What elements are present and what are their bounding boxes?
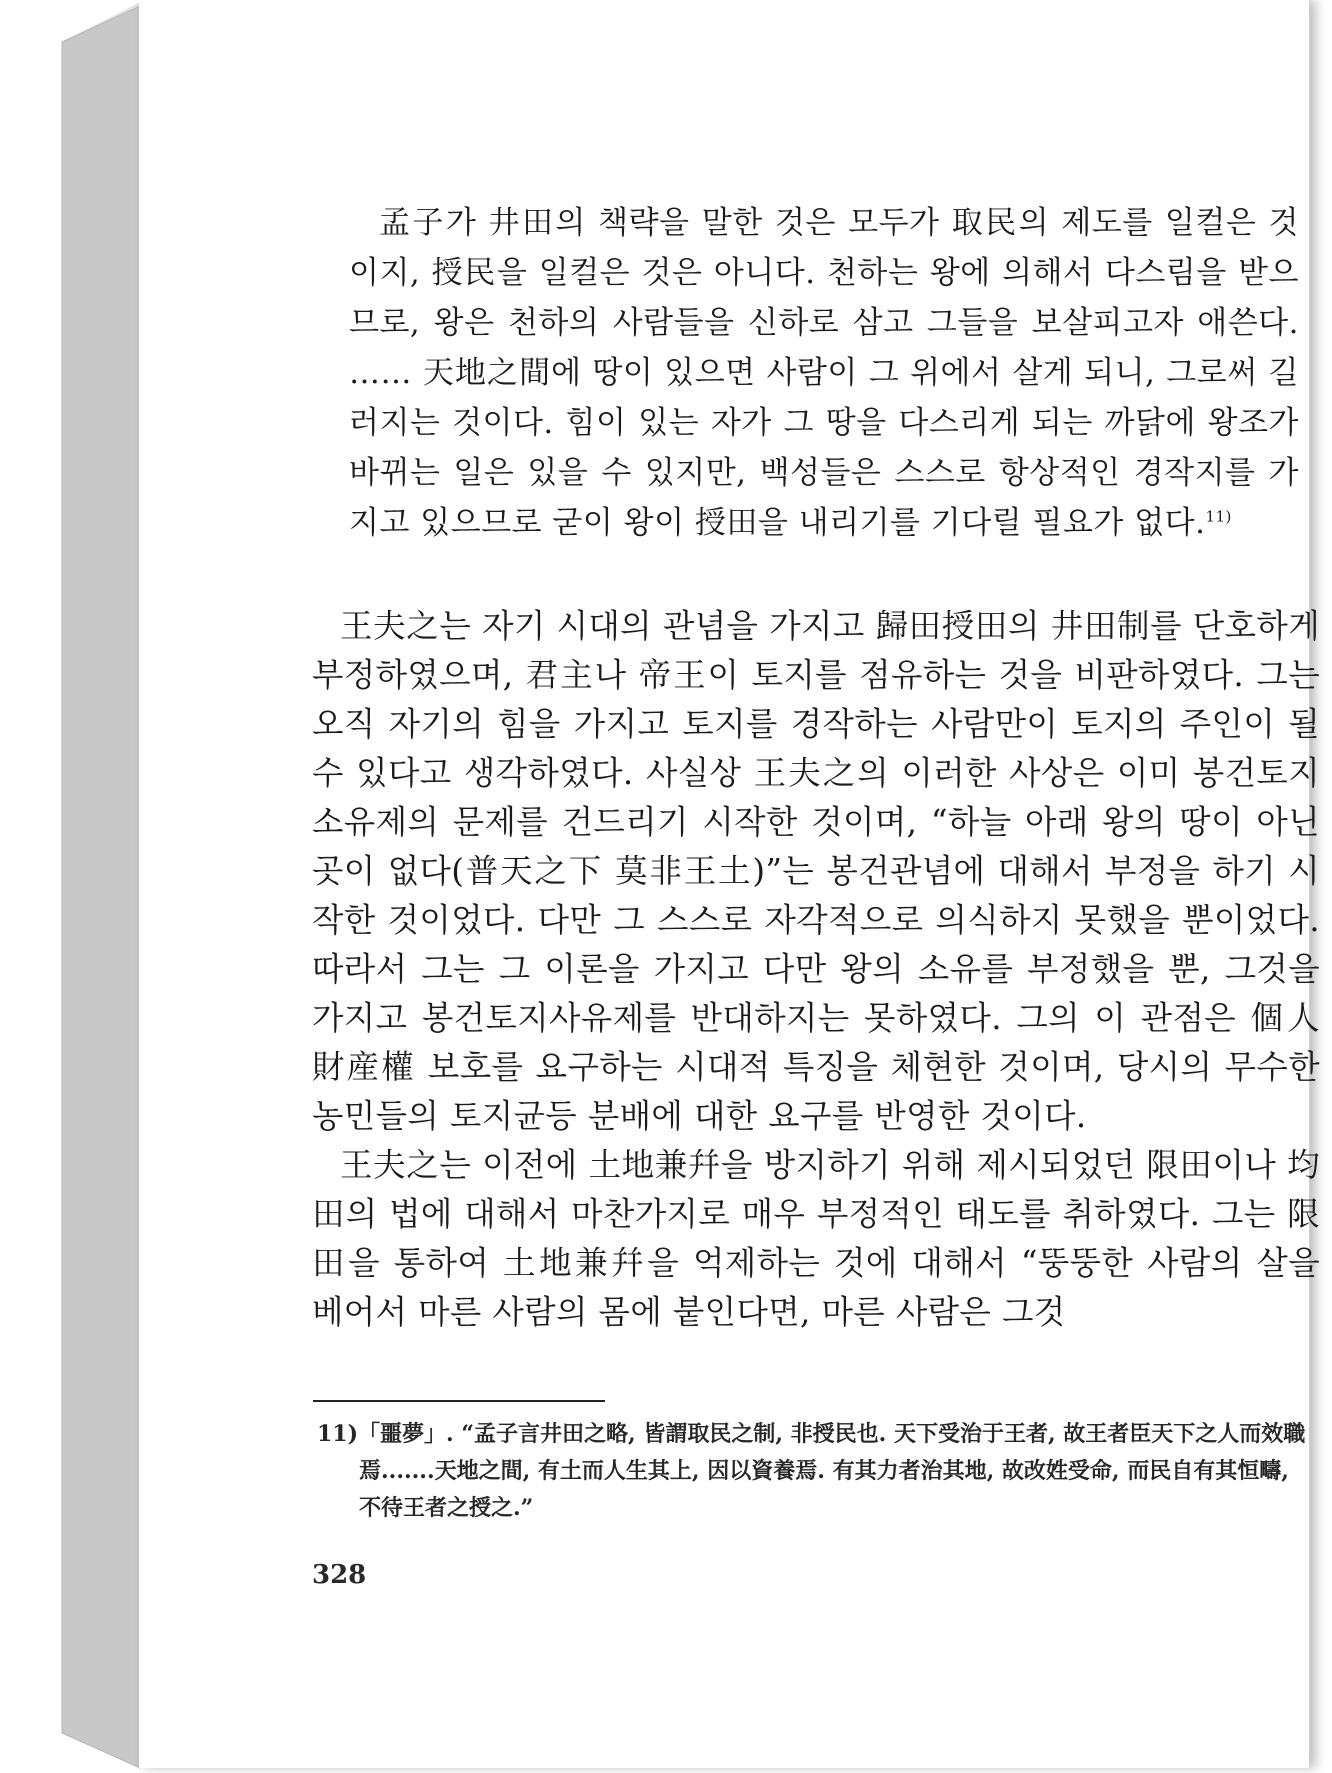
quote-text: 孟子가 井田의 책략을 말한 것은 모두가 取民의 제도를 일컬은 것이지, 授民을 일컬은 것은 아니다. 천하는 왕에 의해서 다스림을 받으므로, 왕은 천하의 사람들을 신하로 삼고 그들을 보살피고자 애쓴다. …… 天地之間에 땅이 있으면 사람이 그 위에서 살게 되니, 그로써 길러지는 것이다. 힘이 있는 자가 그 땅을 다스리게 되는 까닭에 왕조가 바뀌는 일은 있을 수 있지만, 백성들은 스스로 항상적인 경작지를 가지고 있으므로 굳이 왕이 授田을 내리기를 기다릴 필요가 없다.	[349, 205, 1299, 541]
footnote-reference: 11)	[1205, 507, 1232, 526]
body-paragraph-2: 王夫之는 이전에 土地兼幷을 방지하기 위해 제시되었던 限田이나 均田의 법에 대해서 마찬가지로 매우 부정적인 태도를 취하였다. 그는 限田을 통하여 土地兼幷을 억제하는 것에 대해서 “뚱뚱한 사람의 살을 베어서 마른 사람의 몸에 붙인다면, 마른 사람은 그것	[312, 1146, 1320, 1331]
footnote	[317, 1416, 1317, 1527]
page-content	[139, 0, 1320, 1768]
block-quote	[349, 198, 1299, 548]
quote-paragraph	[349, 198, 1299, 548]
spine-side-face	[62, 6, 140, 1768]
body-paragraph-1: 王夫之는 자기 시대의 관념을 가지고 歸田授田의 井田制를 단호하게 부정하였으며, 君主나 帝王이 토지를 점유하는 것을 비판하였다. 그는 오직 자기의 힘을 가지고 토지를 경작하는 사람만이 토지의 주인이 될 수 있다고 생각하였다. 사실상 王夫之의 이러한 사상은 이미 봉건토지소유제의 문제를 건드리기 시작한 것이며, “하늘 아래 왕의 땅이 아닌 곳이 없다(普天之下 莫非王土)”는 봉건관념에 대해서 부정을 하기 시작한 것이었다. 다만 그 스스로 자각적으로 의식하지 못했을 뿐이었다. 따라서 그는 그 이론을 가지고 다만 왕의 소유를 부정했을 뿐, 그것을 가지고 봉건토지사유제를 반대하지는 못하였다. 그의 이 관점은 個人財産權 보호를 요구하는 시대적 특징을 체현한 것이며, 당시의 무수한 농민들의 토지균등 분배에 대한 요구를 반영한 것이다.	[312, 607, 1320, 1135]
footnote-text: 11)「噩夢」. “孟子言井田之略, 皆謂取民之制, 非授民也. 天下受治于王者, 故王者臣天下之人而效職焉.......天地之間, 有土而人生其上, 因以資養焉. 有其力者治其地, 故改姓受命, 而民自有其恒疇, 不待王者之授之.”	[317, 1421, 1306, 1521]
page-number: 328	[312, 1560, 367, 1590]
body-text	[312, 602, 1320, 1337]
footnote-divider	[313, 1400, 605, 1402]
book-page	[139, 0, 1320, 1768]
